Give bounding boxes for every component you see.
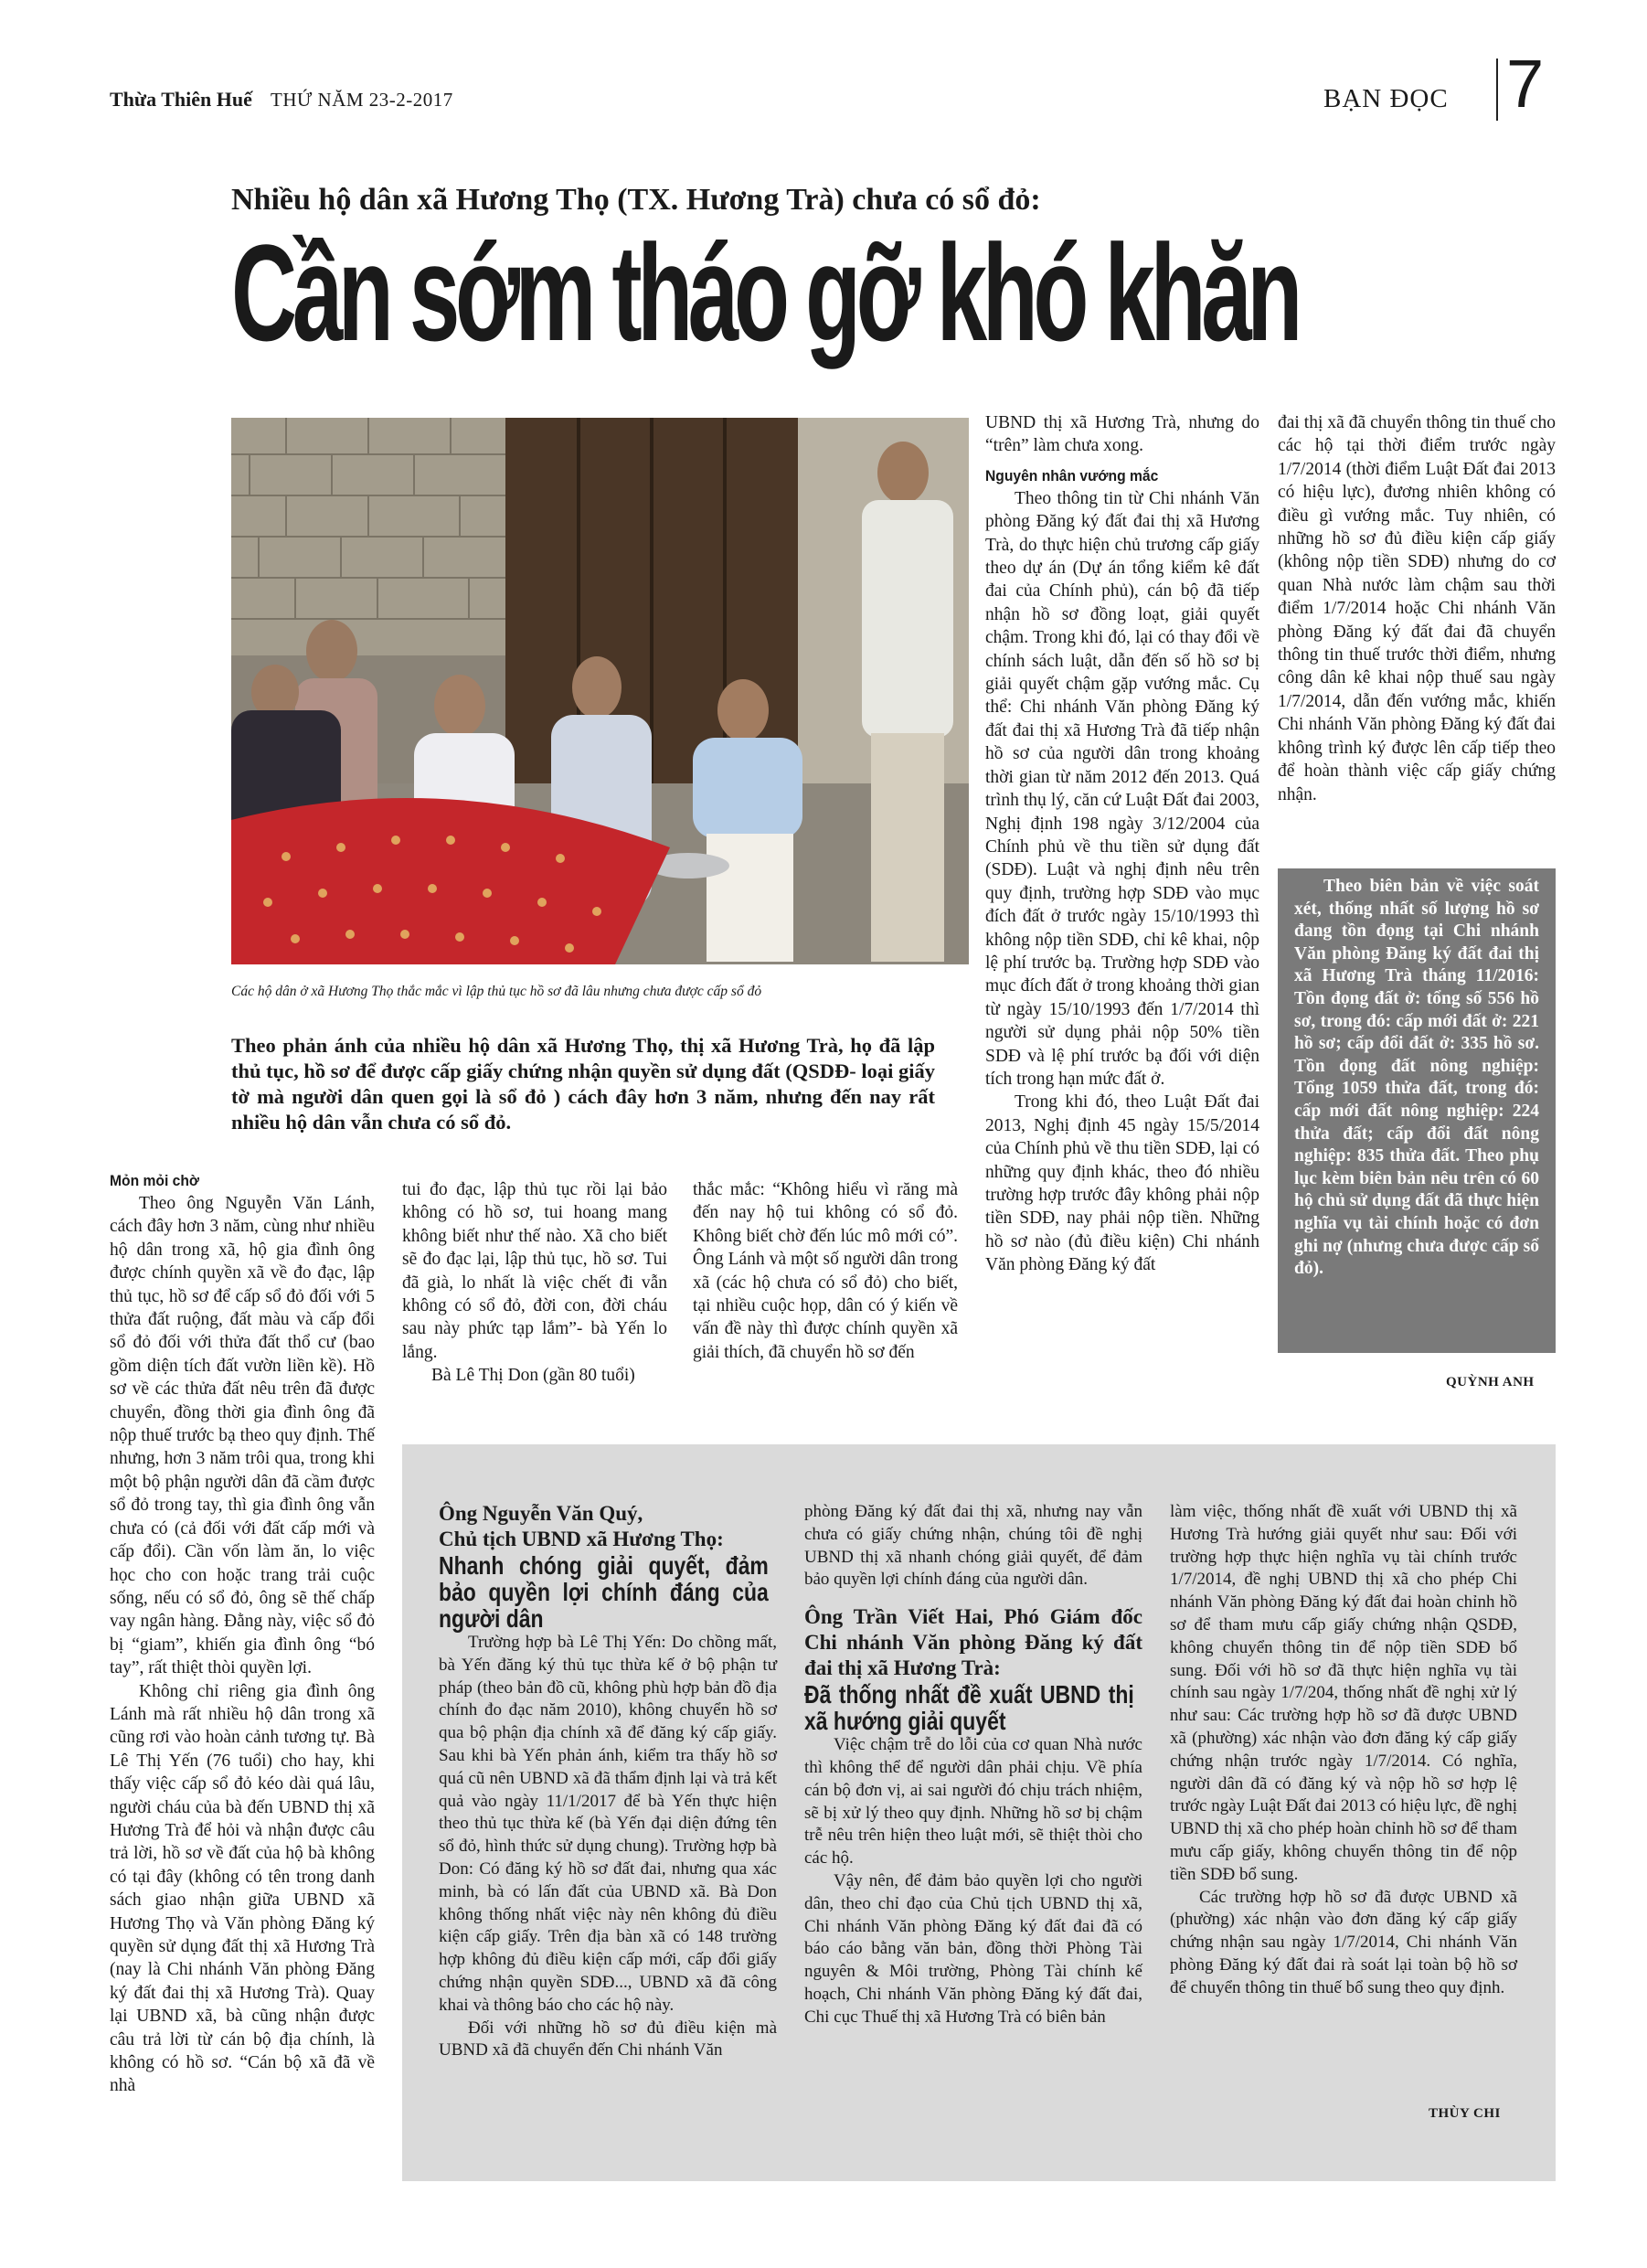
paragraph: Việc chậm trễ do lỗi của cơ quan Nhà nước thì không thể để người dân phải chịu. Về phía cán bộ đơn vị, ai sai người đó chịu trách nhiệm, sẽ bị xử lý theo quy định. Những hồ sơ bị chậm trễ nêu trên hiện theo luật mới, sẽ thiệt thòi cho các hộ. [804, 1735, 1142, 1869]
official-name-2: Ông Trần Viết Hai, Phó Giám đốc Chi nhánh Văn phòng Đăng ký đất đai thị xã Hương Trà: [804, 1605, 1142, 1680]
article-column-4 [985, 411, 1259, 1277]
subhead-causes: Nguyên nhân vướng mắc [985, 466, 1159, 484]
paragraph: Theo ông Nguyễn Văn Lánh, cách đây hơn 3 năm, cùng như nhiều hộ dân trong xã, hộ gia đình ông được chính quyền xã về đo đạc, lập thủ tục, hồ sơ để cấp sổ đỏ đối với 5 thửa đất ruộng, đất màu và cấp đổi sổ đỏ đối với thửa đất thổ cư (bao gồm diện tích đất vườn liền kề). Hồ sơ về các thửa đất nêu trên đã được chuyển, đồng thời gia đình ông đã nộp thuế trước bạ theo quy định. Thế nhưng, hơn 3 năm trôi qua, trong khi một bộ phận người dân đã cầm được sổ đỏ trong tay, thì gia đình ông vẫn chưa có (cả đối với đất cấp mới và cấp đổi). Cần vốn làm ăn, lo việc học cho con hoặc trang trải cuộc sống, nếu có sổ đỏ, ông sẽ thế chấp vay ngân hàng. Đằng này, việc sổ đỏ bị “giam”, khiến gia đình ông “bó tay”, rất thiệt thòi quyền lợi. [110, 1194, 375, 1678]
article-kicker: Nhiều hộ dân xã Hương Thọ (TX. Hương Trà) chưa có sổ đỏ: [231, 183, 1041, 217]
article-column-1 [110, 1170, 375, 2098]
header-divider [1496, 59, 1498, 121]
paragraph: Không chỉ riêng gia đình ông Lánh mà rất nhiều hộ dân trong xã cũng rơi vào hoàn cảnh tương tự. Bà Lê Thị Yến (76 tuổi) cho hay, khi thấy việc cấp sổ đỏ kéo dài quá lâu, người cháu của bà đến UBND thị xã Hương Trà để hỏi và nhận được câu trả lời, hồ sơ về đất của hộ bà không có tại đây (không có tên trong danh sách giao nhận giữa UBND xã Hương Thọ và Văn phòng Đăng ký quyền sử dụng đất thị xã Hương Trà (nay là Chi nhánh Văn phòng Đăng ký đất đai thị xã Hương Trà). Quay lại UBND xã, bà cũng nhận được câu trả lời từ cán bộ địa chính, là không có hồ sơ. “Cán bộ xã đã về nhà [110, 1681, 375, 2096]
paragraph: phòng Đăng ký đất đai thị xã, nhưng nay vẫn chưa có giấy chứng nhận, chúng tôi đề nghị UBND thị xã nhanh chóng giải quyết, để đảm bảo quyền lợi chính đáng của người dân. [804, 1502, 1142, 1590]
paragraph: Trường hợp bà Lê Thị Yến: Do chồng mất, bà Yến đăng ký thủ tục thừa kế ở bộ phận tư pháp (theo bản đồ cũ, không phù hợp bản đồ địa chính đo đạc năm 2010), không chuyển hồ sơ qua bộ phận địa chính xã để đăng ký cấp giấy. Sau khi bà Yến phản ánh, kiểm tra thấy hồ sơ quá cũ nên UBND xã đã thẩm định lại và trả kết quả vào ngày 11/1/2017 để bà Yến thực hiện theo thủ tục thừa kế (bà Yến đại diện đứng tên sổ đỏ, hình thức sử dụng chung). Trường hợp bà Don: Có đăng ký hồ sơ đất đai, nhưng qua xác minh, bà có lấn đất của UBND xã. Bà Don không thống nhất việc này nên không đủ điều kiện cấp giấy. Trên địa bàn xã có 148 trường hợp không đủ điều kiện cấp mới, cấp đổi giấy chứng nhận quyền SDĐ..., UBND xã đã công khai và thông báo cho các hộ này. [439, 1633, 777, 2015]
paragraph: UBND thị xã Hương Trà, nhưng do “trên” làm chưa xong. [985, 413, 1259, 456]
article-headline: Cần sớm tháo gỡ khó khăn [231, 216, 1298, 369]
official-name-1: Ông Nguyễn Văn Quý, [439, 1502, 643, 1525]
byline: QUỲNH ANH [1446, 1375, 1535, 1390]
interview-title-2: Đã thống nhất đề xuất UBND thị xã hướng giải quyết [804, 1680, 1134, 1736]
paragraph: Các trường hợp hồ sơ đã được UBND xã (phường) xác nhận vào đơn đăng ký cấp giấy chứng nhận sau ngày 1/7/2014, Chi nhánh Văn phòng Đăng ký đất đai rà soát lại toàn bộ hồ sơ để chuyển thông tin thuế bổ sung theo quy định. [1170, 1887, 1517, 1997]
paragraph: Đối với những hồ sơ đủ điều kiện mà UBND xã đã chuyển đến Chi nhánh Văn [439, 2018, 777, 2060]
page-number: 7 [1506, 46, 1545, 122]
article-photo [231, 418, 969, 964]
publication-name: Thừa Thiên Huế [110, 88, 252, 111]
subhead-waiting: Mỏn mỏi chờ [110, 1172, 200, 1189]
interview-title-1: Nhanh chóng giải quyết, đảm bảo quyền lợi chính đáng của người dân [439, 1551, 769, 1633]
paragraph: Theo thông tin từ Chi nhánh Văn phòng Đăng ký đất đai thị xã Hương Trà, do thực hiện chủ trương cấp giấy theo dự án (Dự án tổng kiểm kê đất đai của Chính phủ), cán bộ đã tiếp nhận hồ sơ đồng loạt, giải quyết chậm. Trong khi đó, lại có thay đổi về chính sách luật, dẫn đến số hồ sơ bị giải quyết chậm gặp vướng mắc. Cụ thể: Chi nhánh Văn phòng Đăng ký đất đai thị xã Hương Trà đã tiếp nhận hồ sơ của người dân trong khoảng thời gian từ năm 2012 đến 2013. Quá trình thụ lý, căn cứ Luật Đất đai 2003, Nghị định 198 ngày 3/12/2004 của Chính phủ về thu tiền sử dụng đất (SDĐ). Luật và nghị định nêu trên quy định, trường hợp SDĐ vào mục đích đất ở trước ngày 15/10/1993 thì không nộp tiền SDĐ, chỉ kê khai, nộp lệ phí trước bạ. Trường hợp SDĐ vào mục đích đất ở trong khoảng thời gian từ ngày 15/10/1993 đến 1/7/2014 thì người sử dụng phải nộp 50% tiền SDĐ và lệ phí trước bạ đối với diện tích trong hạn mức đất ở. [985, 488, 1259, 1089]
interview-column-3 [1170, 1501, 1517, 2000]
byline: THÙY CHI [1429, 2106, 1501, 2121]
article-column-5 [1278, 411, 1556, 806]
section-name: BẠN ĐỌC [1323, 84, 1449, 113]
article-lead: Theo phản ánh của nhiều hộ dân xã Hương Thọ, thị xã Hương Trà, họ đã lập thủ tục, hồ sơ để được cấp giấy chứng nhận quyền sử dụng đất (QSDĐ- loại giấy tờ mà người dân quen gọi là sổ đỏ ) cách đây hơn 3 năm, nhưng đến nay rất nhiều hộ dân vẫn chưa có sổ đỏ. [231, 1034, 935, 1134]
official-role-1: Chủ tịch UBND xã Hương Thọ: [439, 1528, 724, 1550]
stats-text: Theo biên bản về việc soát xét, thống nhất số lượng hồ sơ đang tồn đọng tại Chi nhánh Văn phòng Đăng ký đất đai thị xã Hương Trà tháng 11/2016: Tồn đọng đất ở: tổng số 556 hồ sơ, trong đó: cấp mới đất ở: 221 hồ sơ; cấp đổi đất ở: 335 hồ sơ. Tồn đọng đất nông nghiệp: Tổng 1059 thửa đất, trong đó: cấp mới đất nông nghiệp: 224 thửa đất; cấp đổi đất nông nghiệp: 835 thửa đất. Theo phụ lục kèm biên bản nêu trên có 60 hộ chủ sử dụng đất đã thực hiện nghĩa vụ tài chính hoặc có đơn ghi nợ (nhưng chưa được cấp sổ đỏ). [1294, 877, 1539, 1279]
photo-caption: Các hộ dân ở xã Hương Thọ thắc mắc vì lập thủ tục hồ sơ đã lâu nhưng chưa được cấp sổ đỏ [231, 984, 762, 999]
issue-date: THỨ NĂM 23-2-2017 [271, 89, 453, 111]
article-column-2 [402, 1178, 667, 1388]
interview-column-2 [804, 1501, 1142, 2029]
paragraph: Bà Lê Thị Don (gần 80 tuổi) [431, 1366, 635, 1386]
article-column-3 [693, 1178, 958, 1364]
paragraph: làm việc, thống nhất đề xuất với UBND thị xã Hương Trà hướng giải quyết như sau: Đối với trường hợp thực hiện nghĩa vụ tài chính trước 1/7/2014, đề nghị UBND thị xã cho phép Chi nhánh Văn phòng Đăng ký đất đai hoàn chỉnh hồ sơ để tham mưu cấp giấy chứng nhận QSDĐ, không chuyển thông tin để nộp tiền SDĐ bổ sung. Đối với hồ sơ đã thực hiện nghĩa vụ tài chính sau ngày 1/7/204, thống nhất đề nghị xử lý như sau: Các trường hợp hồ sơ đã được UBND xã (phường) xác nhận vào đơn đăng ký cấp giấy chứng nhận trước ngày 1/7/2014. Có nghĩa, người dân đã có đăng ký và nộp hồ sơ hợp lệ trước ngày Luật Đất đai 2013 có hiệu lực, đề nghị UBND thị xã cho phép hoàn chỉnh hồ sơ để tham mưu cấp giấy, không chuyển thông tin để nộp tiền SDĐ bổ sung. [1170, 1502, 1517, 1884]
paragraph: tui đo đạc, lập thủ tục rồi lại bảo không có hồ sơ, tui hoang mang không biết như thế nào. Xã cho biết sẽ đo đạc lại, lập thủ tục, hồ sơ. Tui đã già, lo nhất là việc chết đi vẫn không có sổ đỏ, đời con, đời cháu sau này phức tạp lắm”- bà Yến lo lắng. [402, 1180, 667, 1362]
paragraph: Trong khi đó, theo Luật Đất đai 2013, Nghị định 45 ngày 15/5/2014 của Chính phủ về thu tiền SDĐ, lại có những quy định khác, theo đó nhiều trường hợp trước đây không phải nộp tiền SDĐ, nay phải nộp tiền. Những hồ sơ nào (đủ điều kiện) Chi nhánh Văn phòng Đăng ký đất [985, 1092, 1259, 1275]
stats-box [1278, 868, 1556, 1353]
paragraph: thắc mắc: “Không hiểu vì răng mà đến nay hộ tui không có sổ đỏ. Không biết chờ đến lúc mô mới có”. Ông Lánh và một số người dân trong xã (các hộ chưa có sổ đỏ) cho biết, tại nhiều cuộc họp, dân có ý kiến về vấn đề này thì được chính quyền xã giải thích, đã chuyển hồ sơ đến [693, 1180, 958, 1362]
interview-column-1 [439, 1501, 777, 2062]
paragraph: đai thị xã đã chuyển thông tin thuế cho các hộ tại thời điểm trước ngày 1/7/2014 (thời điểm Luật Đất đai 2013 có hiệu lực), đương nhiên không có điều gì vướng mắc. Tuy nhiên, có những hồ sơ đủ điều kiện cấp giấy (không nộp tiền SDĐ) nhưng do cơ quan Nhà nước làm chậm sau thời điểm 1/7/2014 hoặc Chi nhánh Văn phòng Đăng ký đất đai đã chuyển thông tin thuế trước thời điểm, nhưng công dân kê khai nộp thuế sau ngày 1/7/2014, dẫn đến vướng mắc, khiến Chi nhánh Văn phòng Đăng ký đất đai không trình ký được lên cấp tiếp theo để hoàn thành việc cấp giấy chứng nhận. [1278, 413, 1556, 804]
photo-illustration [231, 418, 969, 964]
paragraph: Vậy nên, để đảm bảo quyền lợi cho người dân, theo chỉ đạo của Chủ tịch UBND thị xã, Chi nhánh Văn phòng Đăng ký đất đai đã có báo cáo bằng văn bản, đồng thời Phòng Tài nguyên & Môi trường, Phòng Tài chính kế hoạch, Chi nhánh Văn phòng Đăng ký đất đai, Chi cục Thuế thị xã Hương Trà có biên bản [804, 1870, 1142, 2027]
